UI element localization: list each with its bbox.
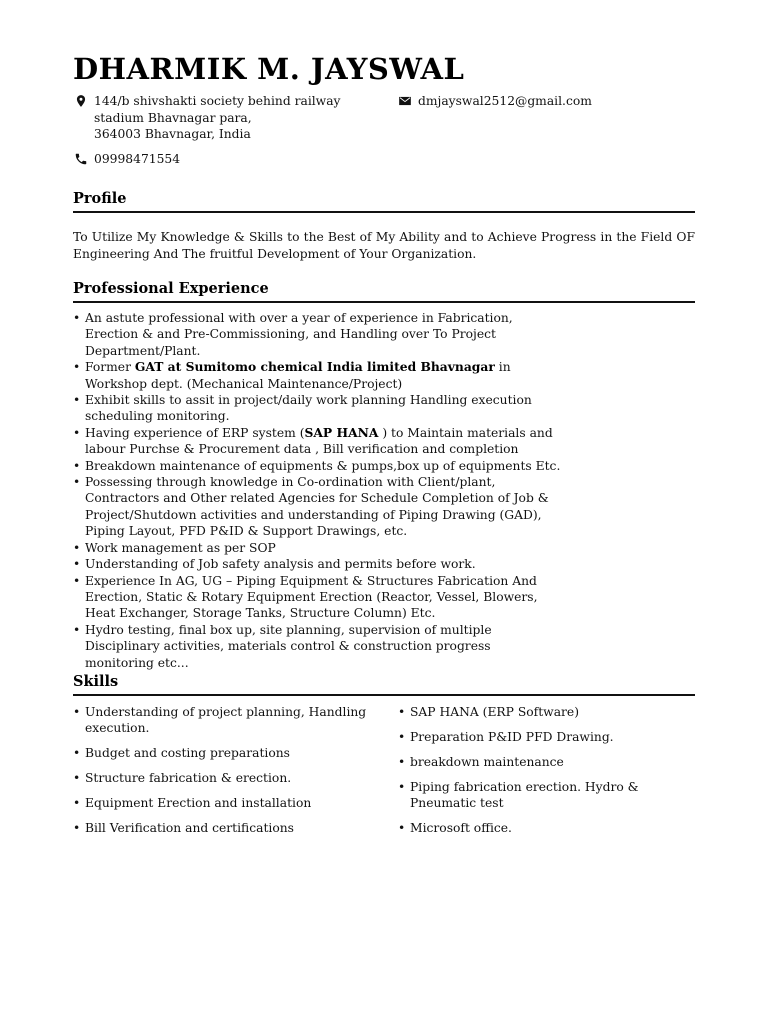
experience-text: Having experience of ERP system ( bbox=[85, 425, 305, 440]
skills-list-right bbox=[398, 704, 668, 845]
address-line: stadium Bhavnagar para, bbox=[94, 110, 252, 125]
skill-item: • Bill Verification and certifications bbox=[73, 820, 373, 836]
experience-list bbox=[73, 310, 563, 671]
experience-text: Possessing through knowledge in Co-ordination with Client/plant, Contractors and Other related Agencies for Schedule Completion of Job & Project/Shutdown activities and understanding of Piping Drawing (GAD), Piping Layout, PFD P&ID & Support Drawings, etc. bbox=[85, 475, 549, 539]
experience-text: Experience In AG, UG – Piping Equipment & Structures Fabrication And Erection, Static & Rotary Equipment Erection (Reactor, Vessel, Blowers, Heat Exchanger, Storage Tanks, Structure Column) Etc. bbox=[85, 573, 538, 621]
list-item bbox=[73, 359, 563, 392]
experience-text: Former bbox=[85, 360, 135, 375]
experience-text: Breakdown maintenance of equipments & pumps,box up of equipments Etc. bbox=[85, 458, 561, 473]
address-block bbox=[74, 93, 374, 143]
list-item bbox=[73, 540, 563, 556]
list-item bbox=[73, 425, 563, 458]
experience-text: Work management as per SOP bbox=[85, 540, 276, 555]
skills-list-left bbox=[73, 704, 373, 845]
phone-icon bbox=[74, 152, 88, 166]
experience-text: ) to Maintain materials and labour Purchse & Procurement data , Bill verification and completion bbox=[85, 425, 553, 457]
experience-text: An astute professional with over a year of experience in Fabrication, Erection & and Pre-Commissioning, and Handling over To Project Department/Plant. bbox=[85, 311, 513, 358]
skill-item: • Equipment Erection and installation bbox=[73, 795, 373, 811]
skill-item: • Microsoft office. bbox=[398, 820, 668, 836]
skill-item: • Understanding of project planning, Handling execution. bbox=[73, 704, 373, 737]
map-pin-icon bbox=[74, 94, 88, 108]
list-item bbox=[73, 573, 563, 622]
erp-system-name: SAP HANA bbox=[304, 424, 379, 440]
email-link[interactable]: dmjayswal2512@gmail.com bbox=[418, 94, 592, 108]
list-item bbox=[73, 474, 563, 540]
phone-block bbox=[74, 151, 374, 168]
skill-item: • Piping fabrication erection. Hydro & Pneumatic test bbox=[398, 779, 668, 812]
list-item bbox=[73, 392, 563, 425]
experience-text: Hydro testing, final box up, site planning, supervision of multiple Disciplinary activities, materials control & construction progress monitoring etc... bbox=[85, 622, 492, 670]
email-block bbox=[398, 93, 698, 110]
list-item bbox=[73, 310, 563, 359]
skill-item: • Budget and costing preparations bbox=[73, 745, 373, 761]
list-item bbox=[73, 458, 563, 474]
candidate-name: DHARMIK M. JAYSWAL bbox=[73, 52, 465, 86]
list-item bbox=[73, 622, 563, 671]
profile-heading: Profile bbox=[73, 190, 695, 213]
experience-heading: Professional Experience bbox=[73, 280, 695, 303]
address-line: 144/b shivshakti society behind railway bbox=[94, 94, 341, 108]
skill-item: • breakdown maintenance bbox=[398, 754, 668, 770]
experience-text: Understanding of Job safety analysis and permits before work. bbox=[85, 557, 476, 572]
phone-number: 09998471554 bbox=[94, 152, 181, 166]
address-line: 364003 Bhavnagar, India bbox=[94, 127, 251, 141]
skill-item: • SAP HANA (ERP Software) bbox=[398, 704, 668, 720]
employer-name: GAT at Sumitomo chemical India limited Bhavnagar bbox=[134, 359, 495, 375]
profile-text: To Utilize My Knowledge & Skills to the Best of My Ability and to Achieve Progress in the Field OF Engineering And The fruitful Development of Your Organization. bbox=[73, 230, 695, 261]
envelope-icon bbox=[398, 94, 412, 108]
skill-item: • Structure fabrication & erection. bbox=[73, 770, 373, 786]
experience-text: Exhibit skills to assit in project/daily work planning Handling execution scheduling monitoring. bbox=[85, 393, 532, 424]
list-item bbox=[73, 556, 563, 572]
skill-item: • Preparation P&ID PFD Drawing. bbox=[398, 729, 668, 745]
skills-heading: Skills bbox=[73, 673, 695, 696]
experience-text: in Workshop dept. (Mechanical Maintenance/Project) bbox=[85, 360, 511, 391]
